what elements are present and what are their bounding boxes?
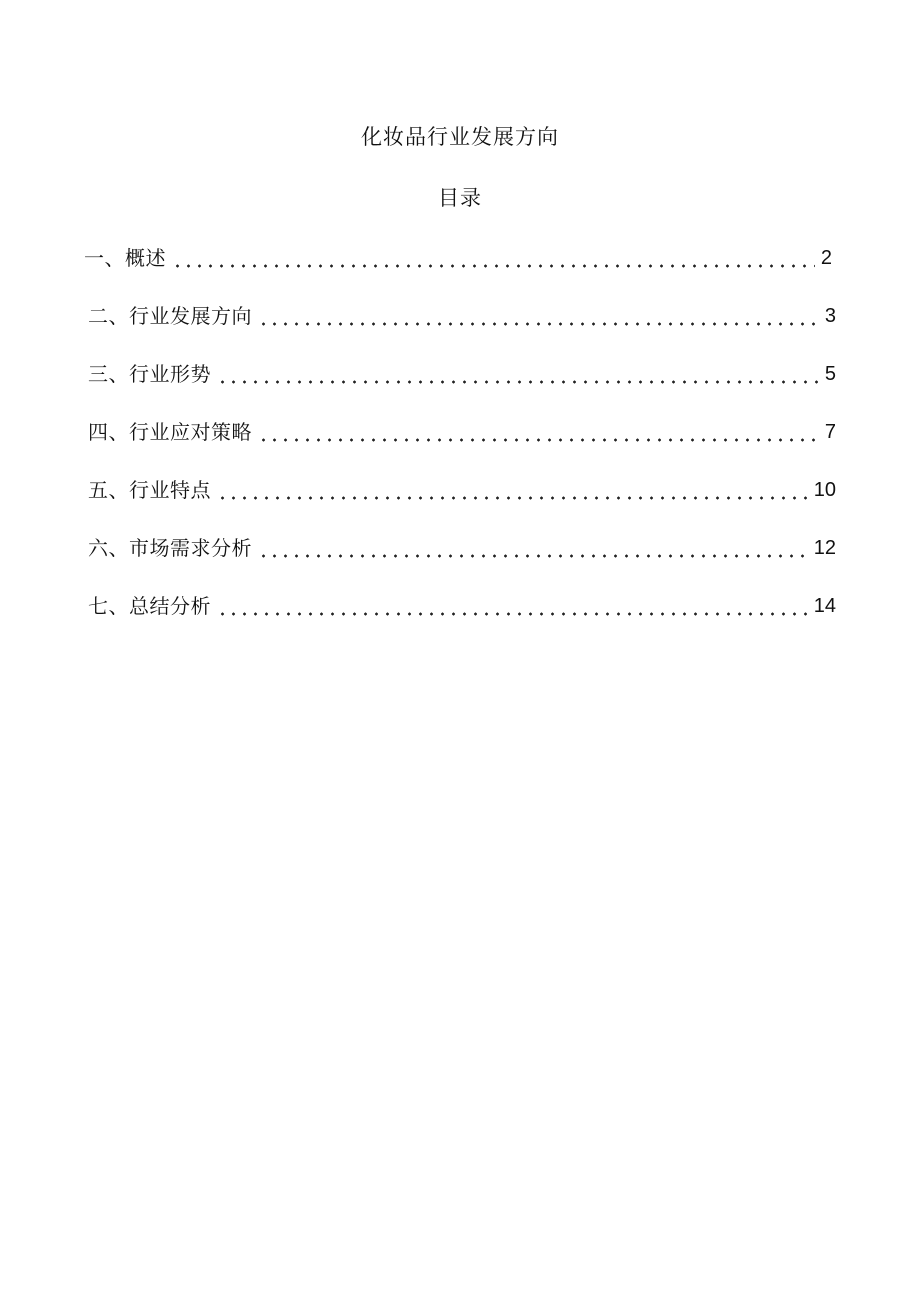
toc-entry-label: 二、行业发展方向 [88, 304, 252, 328]
toc-heading: 目录 [438, 186, 482, 210]
toc-entry-industry-features[interactable] [88, 473, 836, 507]
toc-entry-summary[interactable] [88, 589, 836, 623]
dot-leader [258, 538, 808, 558]
toc-entry-label: 七、总结分析 [88, 594, 211, 618]
dot-leader [172, 248, 815, 268]
toc-entry-page-number: 14 [813, 595, 836, 617]
toc-entry-development-direction[interactable] [88, 299, 836, 333]
toc-entry-market-demand[interactable] [88, 531, 836, 565]
toc-entry-label: 六、市场需求分析 [88, 536, 252, 560]
toc-entry-page-number: 2 [820, 247, 832, 269]
dot-leader [258, 422, 819, 442]
table-of-contents [0, 241, 920, 641]
toc-entry-page-number: 12 [813, 537, 836, 559]
document-title: 化妆品行业发展方向 [361, 125, 559, 149]
dot-leader [217, 364, 819, 384]
toc-entry-response-strategy[interactable] [88, 415, 836, 449]
toc-entry-label: 五、行业特点 [88, 478, 211, 502]
toc-entry-page-number: 5 [824, 363, 836, 385]
toc-entry-label: 四、行业应对策略 [88, 420, 252, 444]
toc-entry-page-number: 3 [824, 305, 836, 327]
toc-entry-overview[interactable] [84, 241, 832, 275]
toc-entry-page-number: 7 [824, 421, 836, 443]
toc-entry-page-number: 10 [813, 479, 836, 501]
toc-entry-label: 三、行业形势 [88, 362, 211, 386]
dot-leader [217, 480, 808, 500]
toc-entry-industry-situation[interactable] [88, 357, 836, 391]
toc-entry-label: 一、概述 [84, 246, 166, 270]
dot-leader [217, 596, 808, 616]
dot-leader [258, 306, 819, 326]
